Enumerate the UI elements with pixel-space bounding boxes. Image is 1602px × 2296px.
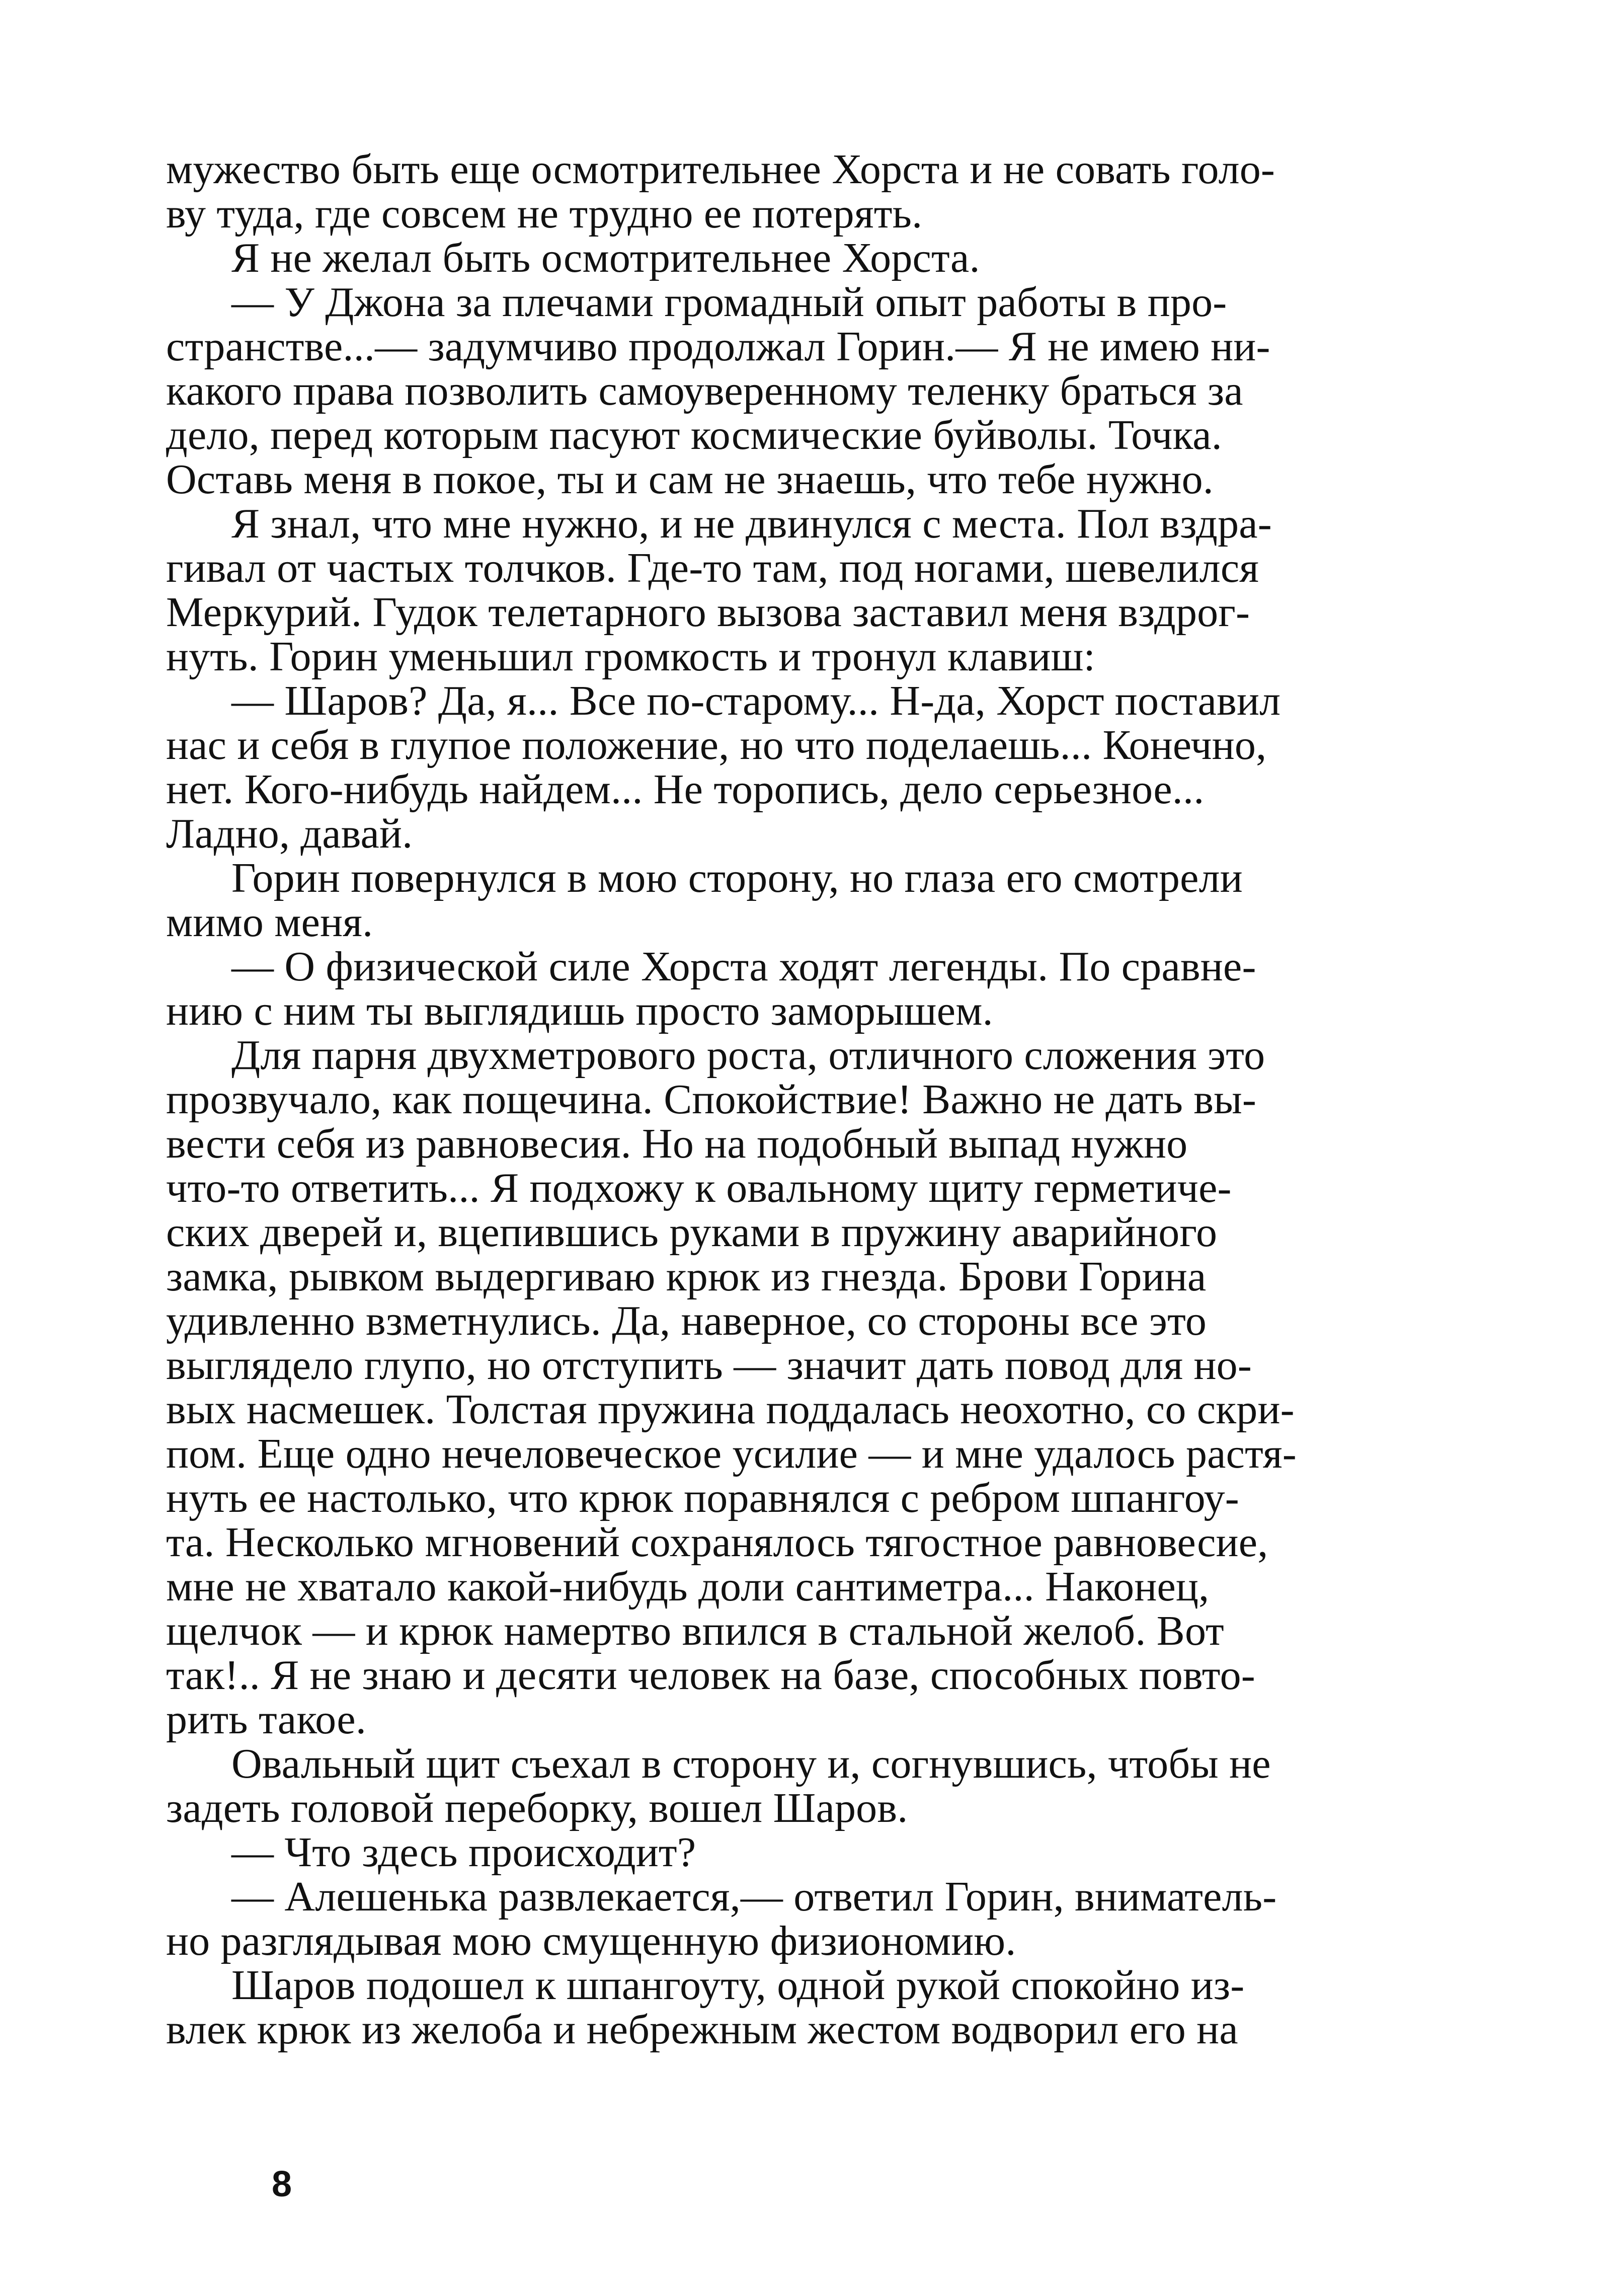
text-line: выглядело глупо, но отступить — значит дать повод для но-: [166, 1342, 1252, 1389]
text-line: та. Несколько мгновений сохранялось тягостное равновесие,: [166, 1519, 1268, 1566]
text-line: так!.. Я не знаю и десяти человек на базе, способных повто-: [166, 1652, 1255, 1699]
text-line: мужество быть еще осмотрительнее Хорста и не совать голо-: [166, 146, 1275, 193]
text-line: Ладно, давай.: [166, 810, 413, 857]
text-line: нет. Кого-нибудь найдем... Не торопись, дело серьезное...: [166, 766, 1205, 813]
text-line: Горин повернулся в мою сторону, но глаза его смотрели: [231, 855, 1243, 901]
text-line: — О физической силе Хорста ходят легенды. По сравне-: [231, 943, 1256, 990]
text-line: пом. Еще одно нечеловеческое усилие — и мне удалось растя-: [166, 1430, 1297, 1477]
text-line: но разглядывая мою смущенную физиономию.: [166, 1918, 1016, 1964]
page-number: 8: [272, 2164, 292, 2204]
text-line: Меркурий. Гудок телетарного вызова заставил меня вздрог-: [166, 589, 1250, 636]
text-line: какого права позволить самоуверенному теленку браться за: [166, 367, 1243, 414]
text-line: мимо меня.: [166, 899, 373, 946]
text-line: щелчок — и крюк намертво впился в стальной желоб. Вот: [166, 1608, 1224, 1654]
text-line: Оставь меня в покое, ты и сам не знаешь, что тебе нужно.: [166, 456, 1214, 503]
text-line: нию с ним ты выглядишь просто заморышем.: [166, 987, 993, 1034]
text-line: — У Джона за плечами громадный опыт работы в про-: [231, 279, 1227, 326]
text-line: Шаров подошел к шпангоуту, одной рукой спокойно из-: [231, 1962, 1245, 2009]
text-line: удивленно взметнулись. Да, наверное, со стороны все это: [166, 1297, 1207, 1344]
text-line: Для парня двухметрового роста, отличного сложения это: [231, 1032, 1265, 1079]
text-line: что-то ответить... Я подхожу к овальному щиту герметиче-: [166, 1165, 1232, 1211]
text-line: вести себя из равновесия. Но на подобный выпад нужно: [166, 1120, 1188, 1167]
text-line: Я знал, что мне нужно, и не двинулся с места. Пол вздра-: [231, 500, 1272, 547]
text-line: мне не хватало какой-нибудь доли сантиметра... Наконец,: [166, 1563, 1210, 1610]
text-line: задеть головой переборку, вошел Шаров.: [166, 1785, 908, 1831]
text-line: нуть. Горин уменьшил громкость и тронул клавиш:: [166, 633, 1096, 680]
text-line: нуть ее настолько, что крюк поравнялся с ребром шпангоу-: [166, 1475, 1239, 1521]
text-line: — Шаров? Да, я... Все по-старому... Н-да, Хорст поставил: [231, 677, 1281, 724]
text-line: нас и себя в глупое положение, но что поделаешь... Конечно,: [166, 722, 1267, 769]
text-line: ских дверей и, вцепившись руками в пружину аварийного: [166, 1209, 1218, 1256]
text-line: Я не желал быть осмотрительнее Хорста.: [231, 235, 980, 281]
text-line: влек крюк из желоба и небрежным жестом водворил его на: [166, 2006, 1238, 2053]
text-line: прозвучало, как пощечина. Спокойствие! Важно не дать вы-: [166, 1076, 1257, 1123]
text-line: — Что здесь происходит?: [231, 1829, 696, 1876]
text-line: гивал от частых толчков. Где-то там, под ногами, шевелился: [166, 545, 1259, 591]
text-line: странстве...— задумчиво продолжал Горин.— Я не имею ни-: [166, 323, 1270, 370]
page-text: [166, 147, 1444, 2210]
text-line: рить такое.: [166, 1696, 367, 1743]
text-line: ву туда, где совсем не трудно ее потерять.: [166, 190, 923, 237]
text-line: замка, рывком выдергиваю крюк из гнезда. Брови Горина: [166, 1253, 1207, 1300]
text-line: — Алешенька развлекается,— ответил Горин, вниматель-: [231, 1873, 1277, 1920]
text-line: вых насмешек. Толстая пружина поддалась неохотно, со скри-: [166, 1386, 1295, 1433]
text-line: Овальный щит съехал в сторону и, согнувшись, чтобы не: [231, 1740, 1271, 1787]
text-line: дело, перед которым пасуют космические буйволы. Точка.: [166, 412, 1222, 458]
